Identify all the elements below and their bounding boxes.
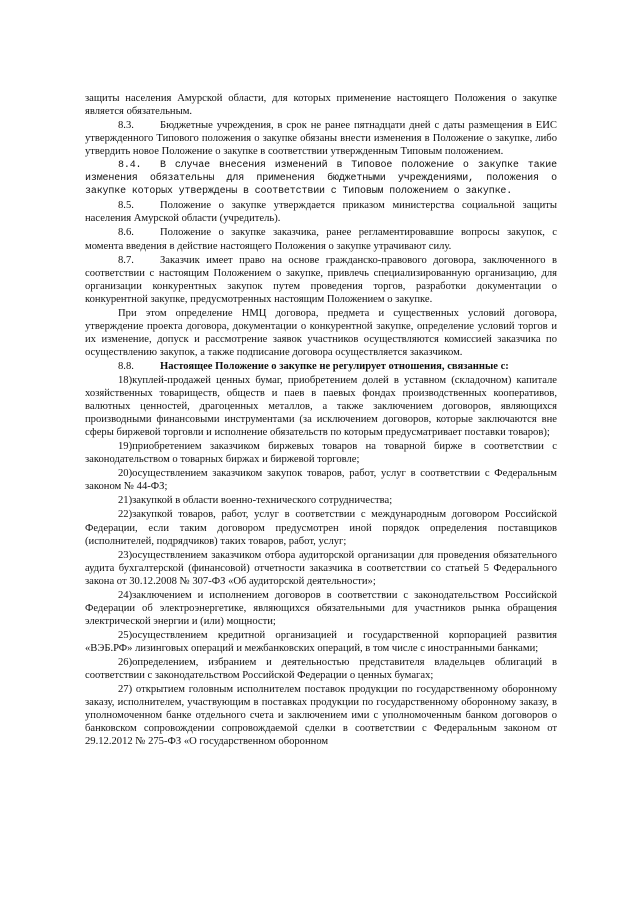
- paragraph-8-5: 8.5. Положение о закупке утверждается приказом министерства социальной защиты населения Амурской области (учредитель).: [85, 200, 557, 225]
- list-item: 19)приобретением заказчиком биржевых товаров на товарной бирже в соответствии с законодательством о товарных биржах и биржевой торговле;: [85, 441, 557, 466]
- paragraph-number: 8.5.: [118, 200, 134, 212]
- paragraph-number: 8.7.: [118, 254, 134, 266]
- paragraph-number: 8.8.: [118, 360, 134, 372]
- paragraph-8-4: 8.4. В случае внесения изменений в Типовое положение о закупке такие изменения обязательны для применения бюджетными учреждениями, положения о закупке которых утверждены в соответствии с Типовым положением о закупке.: [85, 160, 557, 198]
- list-item: 21)закупкой в области военно-технического сотрудничества;: [118, 495, 393, 507]
- list-item: 18)куплей-продажей ценных бумаг, приобретением долей в уставном (складочном) капитале хозяйственных товариществ, обществ и паев в паевых фондах производственных кооперативов, валютных ценностей, драгоценных металлов, а также заключением договоров, являющихся производными финансовыми инструментами (за исключением договоров, которые заключаются вне сферы биржевой торговли и исполнение обязательств по которым предусматривает поставки товаров);: [85, 374, 557, 439]
- paragraph-8-8: [85, 360, 557, 373]
- list-item: 25)осуществлением кредитной организацией и государственной корпорацией развития «ВЭБ.РФ» лизинговых операций и межбанковских операций, в том числе с иностранными банками;: [85, 629, 557, 654]
- list-item: 23)осуществлением заказчиком отбора аудиторской организации для проведения обязательного аудита бухгалтерской (финансовой) отчетности заказчика в соответствии со статьей 5 Федерального закона от 30.12.2008 № 307-ФЗ «Об аудиторской деятельности»;: [85, 549, 557, 587]
- paragraph-8-3: 8.3. Бюджетные учреждения, в срок не ранее пятнадцати дней с даты размещения в ЕИС утвержденного Типового положения о закупке обязаны внести изменения в Положение о закупке, либо утвердить новое Положение о закупке в соответствии утвержденным Типовым положением.: [85, 120, 557, 158]
- paragraph-continuation: защиты населения Амурской области, для которых применение настоящего Положения о закупке является обязательным.: [85, 93, 557, 118]
- list-item: 22)закупкой товаров, работ, услуг в соответствии с международным договором Российской Федерации, если таким договором предусмотрен иной порядок определения поставщиков (исполнителей, подрядчиков) таких товаров, работ, услуг;: [85, 509, 557, 547]
- document-page: [85, 92, 557, 749]
- paragraph-number: 8.3.: [118, 120, 134, 132]
- list-item: 20)осуществлением заказчиком закупок товаров, работ, услуг в соответствии с Федеральным законом № 44-ФЗ;: [85, 468, 557, 493]
- list-item: 26)определением, избранием и деятельностью представителя владельцев облигаций в соответствии с законодательством Российской Федерации о ценных бумагах;: [85, 656, 557, 682]
- paragraph-8-6: 8.6. Положение о закупке заказчика, ранее регламентировавшие вопросы закупок, с момента введения в действие настоящего Положения о закупке утрачивают силу.: [85, 227, 557, 252]
- paragraph-heading: Настоящее Положение о закупке не регулирует отношения, связанные с:: [160, 360, 509, 372]
- paragraph-8-7: 8.7. Заказчик имеет право на основе гражданско-правового договора, заключенного в соответствии с настоящим Положением о закупке, привлечь специализированную организацию, для организации конкурентных закупок путем проведения торгов, разработки документации о конкурентной закупке, предусмотренных настоящим Положением о закупке.: [85, 254, 557, 305]
- paragraph-8-7-note: При этом определение НМЦ договора, предмета и существенных условий договора, утверждение проекта договора, документации о конкурентной закупке, определение условий торгов и их изменение, допуск и рассмотрение заявок участников осуществляются комиссией заказчика по осуществлению закупок, а также подписание договора осуществляется заказчиком.: [85, 307, 557, 358]
- paragraph-number: 8.6.: [118, 227, 134, 239]
- list-item: 24)заключением и исполнением договоров в соответствии с законодательством Российской Федерации об электроэнергетике, являющихся обязательными для участников рынка обращения электрической энергии и (или) мощности;: [85, 589, 557, 627]
- paragraph-number: 8.4.: [118, 160, 142, 172]
- list-item: 27) открытием головным исполнителем поставок продукции по государственному оборонному заказу, исполнителем, участвующим в поставках продукции по государственному оборонному заказу, в уполномоченном банке отдельного счета и заключением ими с уполномоченным банком договоров о банковском сопровождении сопровождаемой сделки в соответствии с Федеральным законом от 29.12.2012 № 275-ФЗ «О государственном оборонном: [85, 684, 557, 748]
